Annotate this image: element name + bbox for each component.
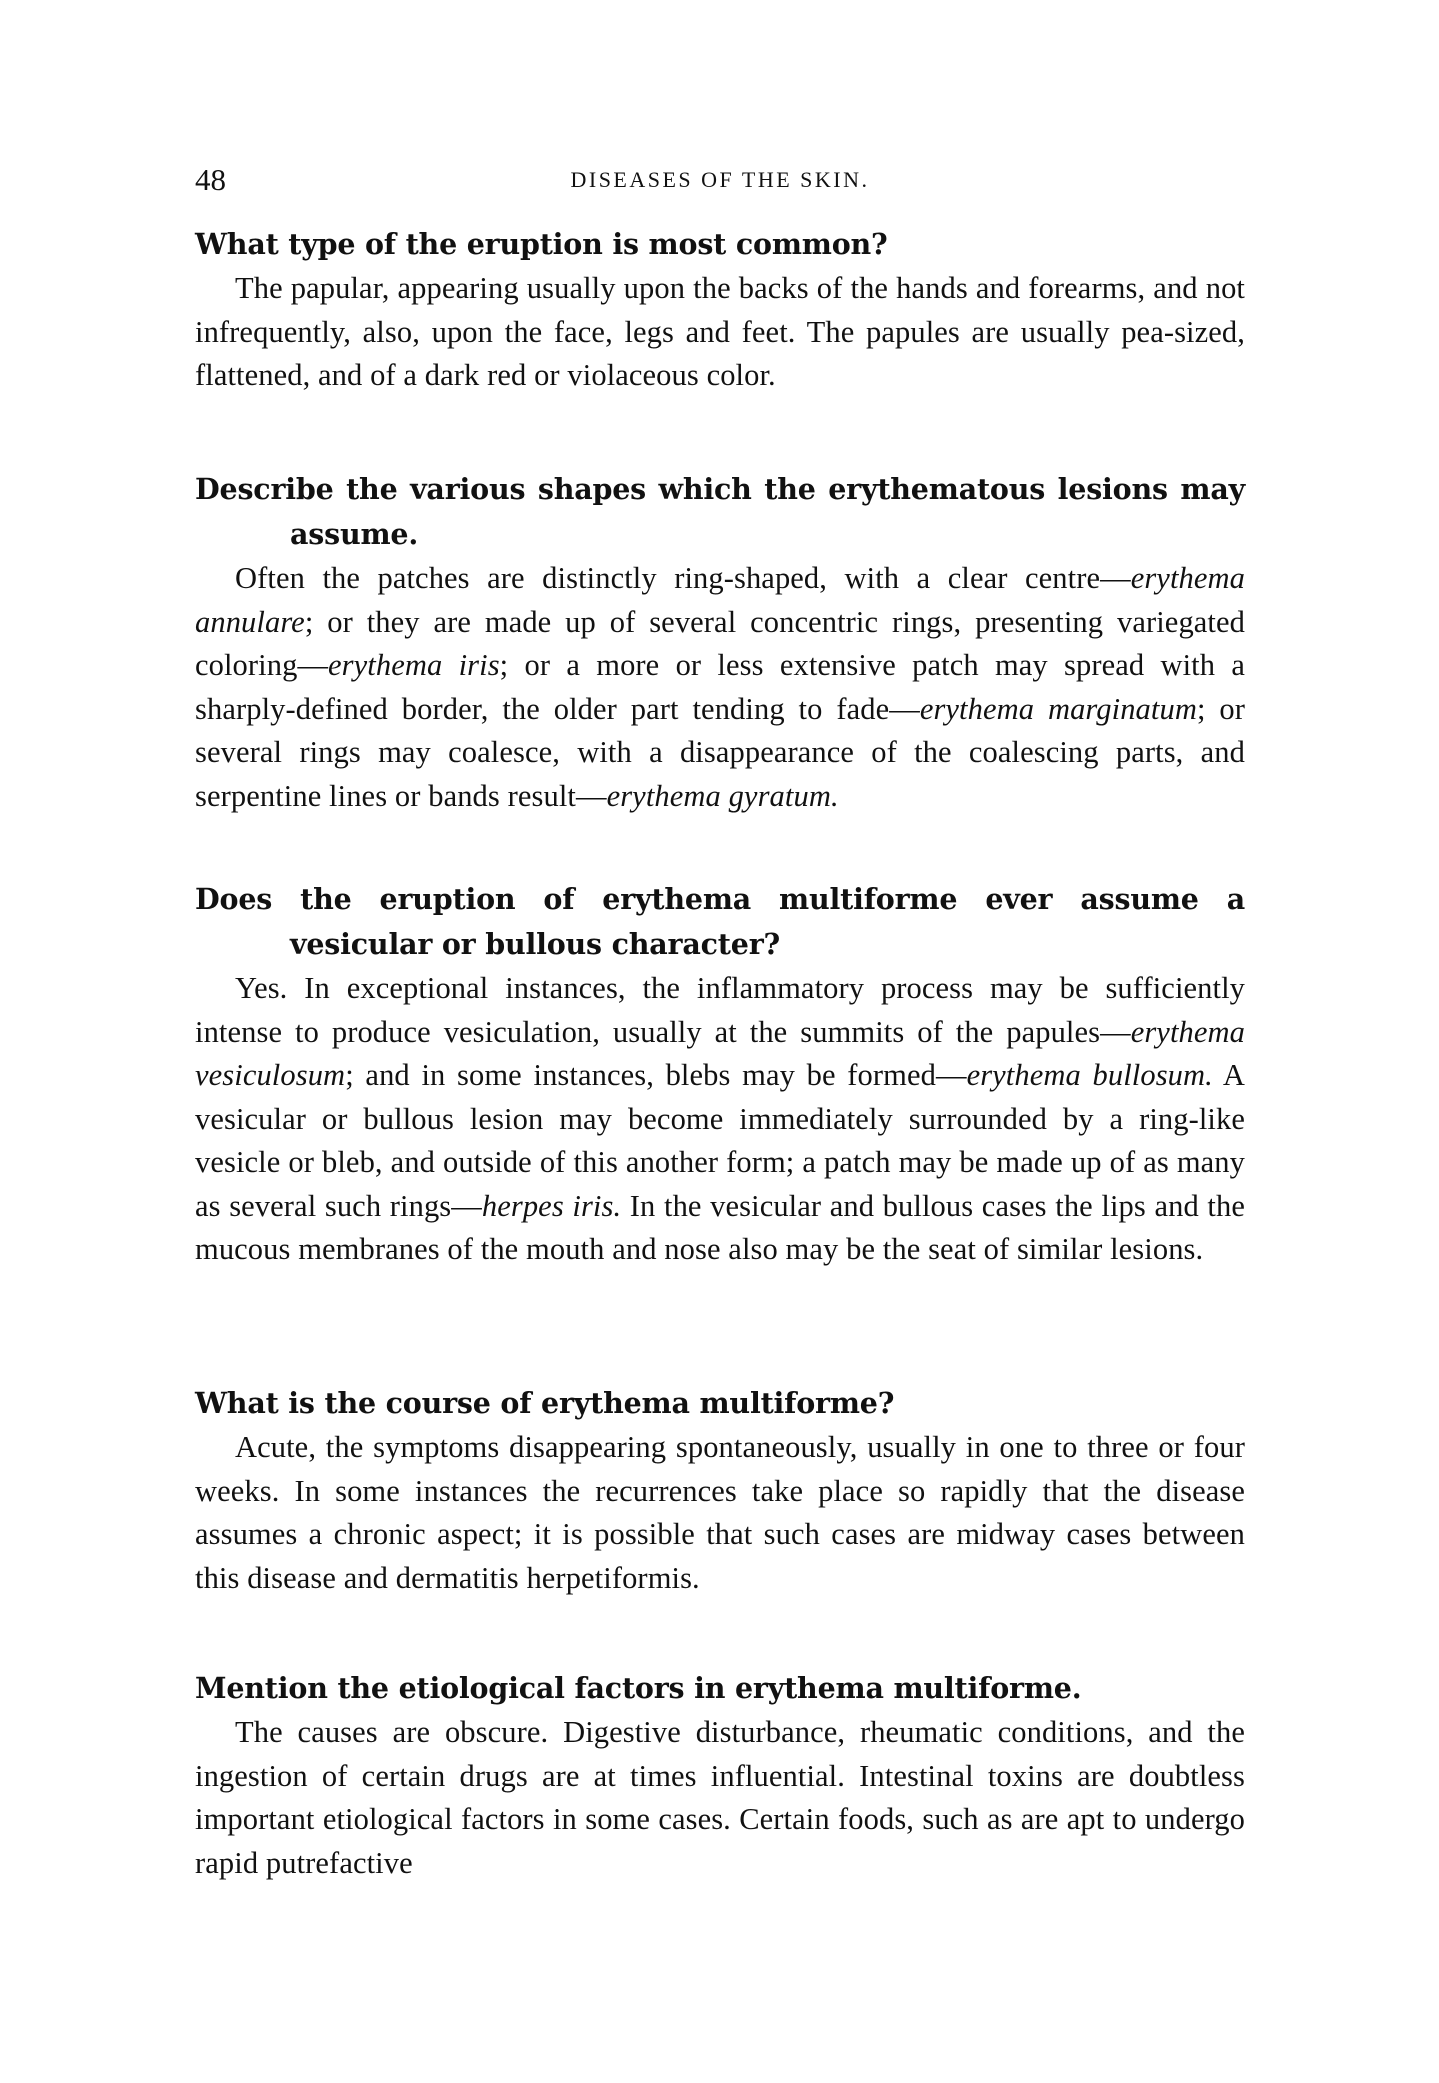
qa-section-course bbox=[195, 1381, 1245, 1600]
answer-paragraph: Yes. In exceptional instances, the inflammatory process may be sufficiently intense to produce vesiculation, usually at the summits of the papules—erythema vesiculosum; and in some instances, blebs may be formed—erythema bullosum. A vesicular or bullous lesion may become immediately surrounded by a ring-like vesicle or bleb, and outside of this another form; a patch may be made up of as many as several such rings—herpes iris. In the vesicular and bullous cases the lips and the mucous membranes of the mouth and nose also may be the seat of similar lesions. bbox=[195, 971, 1246, 1266]
running-head bbox=[195, 163, 1245, 197]
latin-term: erythema marginatum bbox=[919, 691, 1197, 726]
latin-term: herpes iris. bbox=[481, 1188, 622, 1223]
question-heading: What is the course of erythema multiforme? bbox=[195, 1386, 895, 1420]
answer-paragraph: Acute, the symptoms disappearing spontaneously, usually in one to three or four weeks. In some instances the recurrences take place so rapidly that the disease assumes a chronic aspect; it is possible that such cases are midway cases between this disease and dermatitis herpetiformis. bbox=[195, 1430, 1245, 1595]
running-title: DISEASES OF THE SKIN. bbox=[570, 167, 870, 192]
question-heading: Mention the etiological factors in erythema multiforme. bbox=[195, 1671, 1082, 1705]
latin-term: erythema vesiculosum bbox=[195, 1014, 1245, 1092]
qa-section-etiology bbox=[195, 1666, 1245, 1885]
page-number: 48 bbox=[195, 162, 226, 197]
latin-term: erythema gyratum. bbox=[606, 778, 839, 813]
latin-term: erythema annulare bbox=[195, 561, 1245, 639]
answer-paragraph: Often the patches are distinctly ring-shaped, with a clear centre—erythema annulare; or they are made up of several concentric rings, presenting variegated coloring—erythema iris; or a more or less extensive patch may spread with a sharply-defined border, the older part tending to fade—erythema marginatum; or several rings may coalesce, with a disappearance of the coalescing parts, and serpentine lines or bands result—erythema gyratum. bbox=[195, 561, 1245, 813]
answer-paragraph: The causes are obscure. Digestive disturbance, rheumatic conditions, and the ingestion of certain drugs are at times influential. Intestinal toxins are doubtless important etiological factors in some cases. Certain foods, such as are apt to undergo rapid putrefactive bbox=[195, 1715, 1245, 1880]
qa-section-eruption-type bbox=[195, 222, 1245, 398]
latin-term: erythema bullosum. bbox=[966, 1058, 1213, 1092]
question-heading: What type of the eruption is most common? bbox=[195, 227, 888, 261]
answer-paragraph: The papular, appearing usually upon the backs of the hands and forearms, and not infrequently, also, upon the face, legs and feet. The papules are usually pea-sized, flattened, and of a dark red or violaceous color. bbox=[195, 271, 1245, 392]
qa-section-vesicular-bullous bbox=[195, 877, 1245, 1272]
latin-term: erythema iris bbox=[328, 648, 500, 682]
question-heading: Describe the various shapes which the erythematous lesions may assume. bbox=[195, 472, 1245, 551]
question-heading: Does the eruption of erythema multiforme ever assume a vesicular or bullous character? bbox=[195, 882, 1245, 961]
qa-section-lesion-shapes bbox=[195, 467, 1245, 818]
